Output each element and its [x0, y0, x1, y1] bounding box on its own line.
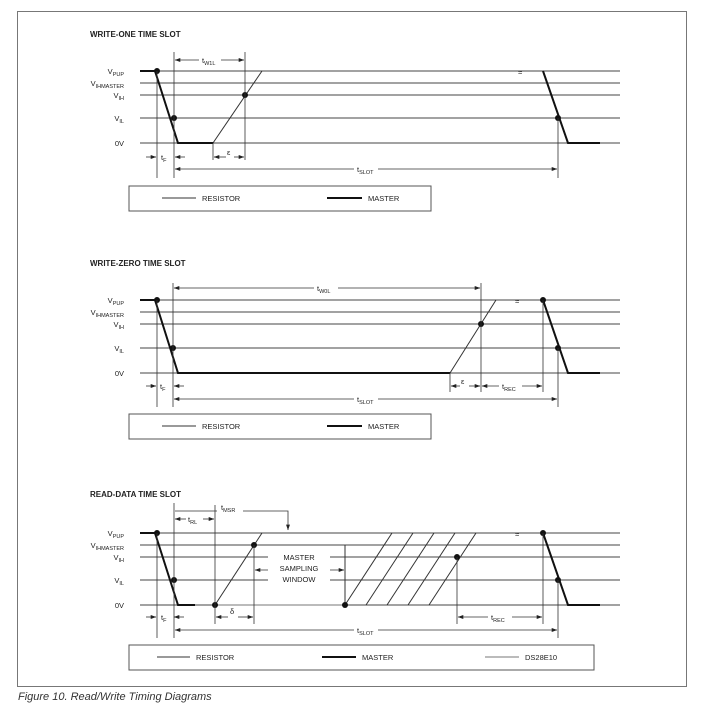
tslot-label: $t_{SLOT}$ — [357, 165, 374, 176]
write-one-diagram — [90, 30, 620, 211]
trec-label: $t_{REC}$ — [491, 613, 505, 624]
master-waveform-next-fall — [543, 300, 600, 373]
rise-uncertainty-line — [408, 533, 455, 605]
legend-master-label: MASTER — [362, 653, 394, 662]
write-zero-title: WRITE-ZERO TIME SLOT — [90, 259, 186, 268]
figure-caption: Figure 10. Read/Write Timing Diagrams — [18, 691, 212, 703]
legend-master-label: MASTER — [368, 422, 400, 431]
vil-label: $V_{IL}$ — [114, 114, 124, 125]
tw1l-label: $t_{W1L}$ — [202, 56, 216, 67]
vpup-label: $V_{PUP}$ — [107, 296, 124, 307]
read-data-title: READ-DATA TIME SLOT — [90, 490, 181, 499]
epsilon-label: ε — [227, 148, 231, 157]
master-waveform-low — [140, 300, 450, 373]
resistor-waveform-rise — [450, 300, 496, 373]
rise-uncertainty-line — [429, 533, 476, 605]
zero-label: 0V — [114, 139, 124, 148]
legend-resistor-label: RESISTOR — [202, 422, 241, 431]
rise-uncertainty-line — [387, 533, 434, 605]
master-waveform-fall — [140, 71, 213, 143]
time-break-symbol: ≈ — [515, 530, 520, 539]
legend-ds28e10-label: DS28E10 — [525, 653, 558, 662]
master-waveform-next-fall — [543, 71, 600, 143]
trec-label: $t_{REC}$ — [502, 382, 516, 393]
tw0l-label: $t_{W0L}$ — [317, 284, 331, 295]
time-break-symbol: ≈ — [518, 68, 523, 77]
tslot-label: $t_{SLOT}$ — [357, 395, 374, 406]
waveform-point — [342, 602, 348, 608]
vih-label: $V_{IH}$ — [113, 91, 124, 102]
write-one-title: WRITE-ONE TIME SLOT — [90, 30, 181, 39]
vihmaster-label: $V_{IHMASTER}$ — [90, 308, 124, 319]
delta-label: δ — [230, 607, 235, 616]
rise-uncertainty-line — [345, 533, 392, 605]
read-data-diagram — [90, 490, 620, 670]
vih-label: $V_{IH}$ — [113, 553, 124, 564]
legend-resistor-label: RESISTOR — [202, 194, 241, 203]
sampling-window-label-line2: SAMPLING — [279, 564, 319, 573]
tf-label: $t_F$ — [160, 382, 166, 393]
sampling-window-label-line1: MASTER — [283, 553, 315, 562]
vil-label: $V_{IL}$ — [114, 344, 124, 355]
vil-label: $V_{IL}$ — [114, 576, 124, 587]
vihmaster-label: $V_{IHMASTER}$ — [90, 79, 124, 90]
trl-label: $t_{RL}$ — [188, 515, 198, 526]
time-break-symbol: ≈ — [515, 297, 520, 306]
epsilon-label: ε — [461, 377, 465, 386]
tmsr-label: $t_{MSR}$ — [221, 503, 236, 514]
vih-label: $V_{IH}$ — [113, 320, 124, 331]
tslot-label: $t_{SLOT}$ — [357, 626, 374, 637]
vpup-label: $V_{PUP}$ — [107, 67, 124, 78]
legend-master-label: MASTER — [368, 194, 400, 203]
tf-label: $t_F$ — [161, 613, 167, 624]
master-waveform-fall — [140, 533, 195, 605]
write-zero-diagram — [90, 259, 620, 439]
rise-uncertainty-line — [366, 533, 413, 605]
legend-resistor-label: RESISTOR — [196, 653, 235, 662]
zero-label: 0V — [114, 369, 124, 378]
sampling-window-label-line3: WINDOW — [282, 575, 316, 584]
zero-label: 0V — [114, 601, 124, 610]
vihmaster-label: $V_{IHMASTER}$ — [90, 541, 124, 552]
resistor-waveform-rise — [213, 71, 262, 143]
vpup-label: $V_{PUP}$ — [107, 529, 124, 540]
tf-label: $t_F$ — [161, 153, 167, 164]
master-waveform-next-fall — [543, 533, 600, 605]
